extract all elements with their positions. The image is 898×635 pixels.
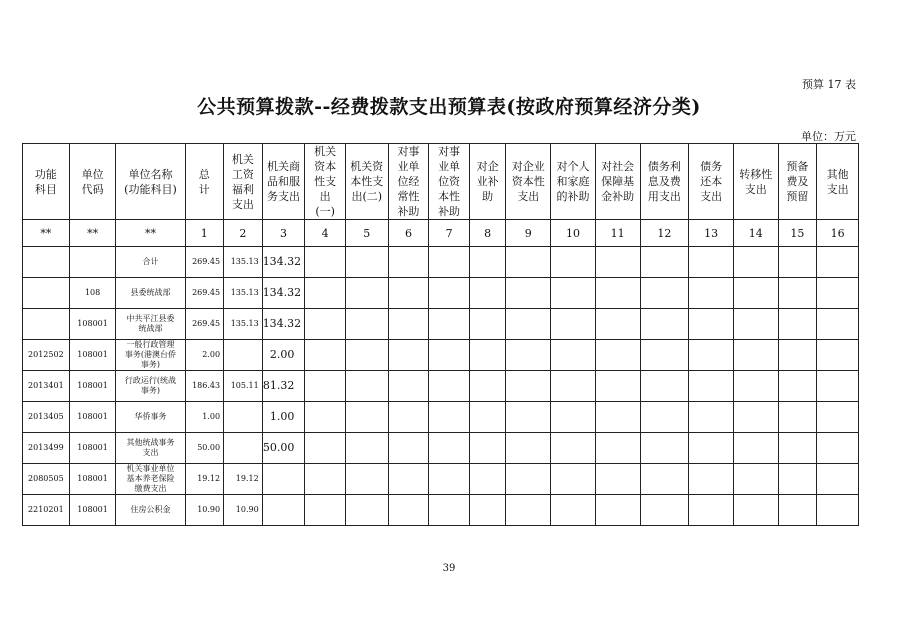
unit-code-cell: 108001: [69, 309, 116, 340]
goods-services-cell: [262, 495, 305, 526]
empty-cell: [429, 247, 470, 278]
empty-cell: [733, 309, 778, 340]
empty-cell: [595, 402, 640, 433]
empty-cell: [345, 464, 388, 495]
wages-cell: 135.13: [224, 278, 263, 309]
empty-cell: [595, 340, 640, 371]
wages-cell: 105.11: [224, 371, 263, 402]
column-header: 对事 业单 位经 常性 补助: [388, 144, 429, 220]
empty-cell: [469, 278, 506, 309]
unit-name-cell: 住房公积金: [116, 495, 185, 526]
function-code-cell: [23, 309, 70, 340]
column-index: 15: [778, 220, 817, 247]
empty-cell: [640, 433, 689, 464]
empty-cell: [345, 309, 388, 340]
goods-services-cell: 134.32: [262, 247, 305, 278]
goods-services-cell: 134.32: [262, 278, 305, 309]
empty-cell: [817, 278, 859, 309]
total-cell: 269.45: [185, 247, 224, 278]
empty-cell: [640, 247, 689, 278]
wages-cell: 19.12: [224, 464, 263, 495]
wages-cell: [224, 402, 263, 433]
page-title: 公共预算拨款--经费拨款支出预算表(按政府预算经济分类): [197, 96, 701, 118]
unit-name-cell: 县委统战部: [116, 278, 185, 309]
column-header: 功能 科目: [23, 144, 70, 220]
unit-name-cell: 其他统战事务 支出: [116, 433, 185, 464]
page-number: 39: [442, 563, 456, 574]
column-index: 8: [469, 220, 506, 247]
empty-cell: [305, 371, 346, 402]
empty-cell: [345, 247, 388, 278]
wages-cell: [224, 340, 263, 371]
empty-cell: [388, 402, 429, 433]
column-header: 机关 工资 福利 支出: [224, 144, 263, 220]
empty-cell: [817, 371, 859, 402]
unit-code-cell: [69, 247, 116, 278]
column-header: 单位 代码: [69, 144, 116, 220]
empty-cell: [733, 247, 778, 278]
empty-cell: [640, 340, 689, 371]
column-header: 对企业 资本性 支出: [506, 144, 551, 220]
empty-cell: [595, 278, 640, 309]
table-row: [23, 309, 859, 340]
empty-cell: [595, 433, 640, 464]
unit-name-cell: 中共平江县委 统战部: [116, 309, 185, 340]
index-row: [23, 220, 859, 247]
column-header: 总 计: [185, 144, 224, 220]
empty-cell: [506, 371, 551, 402]
column-index: 3: [262, 220, 305, 247]
empty-cell: [733, 278, 778, 309]
unit-code-cell: 108001: [69, 433, 116, 464]
column-index: 14: [733, 220, 778, 247]
empty-cell: [733, 402, 778, 433]
empty-cell: [778, 371, 817, 402]
empty-cell: [640, 495, 689, 526]
wages-cell: 10.90: [224, 495, 263, 526]
empty-cell: [469, 247, 506, 278]
unit-code-cell: 108001: [69, 402, 116, 433]
column-index: **: [116, 220, 185, 247]
wages-cell: 135.13: [224, 309, 263, 340]
empty-cell: [506, 495, 551, 526]
column-header: 债务利 息及费 用支出: [640, 144, 689, 220]
empty-cell: [733, 464, 778, 495]
empty-cell: [640, 278, 689, 309]
empty-cell: [640, 464, 689, 495]
empty-cell: [689, 464, 734, 495]
column-index: 16: [817, 220, 859, 247]
empty-cell: [305, 309, 346, 340]
empty-cell: [640, 309, 689, 340]
empty-cell: [429, 340, 470, 371]
wages-cell: 135.13: [224, 247, 263, 278]
empty-cell: [429, 309, 470, 340]
empty-cell: [817, 340, 859, 371]
empty-cell: [305, 278, 346, 309]
empty-cell: [388, 309, 429, 340]
function-code-cell: 2012502: [23, 340, 70, 371]
column-index: 9: [506, 220, 551, 247]
empty-cell: [551, 402, 596, 433]
empty-cell: [305, 247, 346, 278]
table-row: [23, 278, 859, 309]
empty-cell: [689, 495, 734, 526]
empty-cell: [551, 495, 596, 526]
table-reference-label: 预算 17 表: [802, 78, 856, 91]
empty-cell: [778, 278, 817, 309]
header-row: [23, 144, 859, 220]
empty-cell: [595, 371, 640, 402]
goods-services-cell: 1.00: [262, 402, 305, 433]
empty-cell: [733, 433, 778, 464]
unit-code-cell: 108001: [69, 371, 116, 402]
empty-cell: [388, 247, 429, 278]
empty-cell: [506, 433, 551, 464]
function-code-cell: 2013401: [23, 371, 70, 402]
empty-cell: [733, 371, 778, 402]
empty-cell: [595, 495, 640, 526]
empty-cell: [469, 371, 506, 402]
empty-cell: [305, 464, 346, 495]
empty-cell: [506, 247, 551, 278]
total-cell: 2.00: [185, 340, 224, 371]
empty-cell: [469, 464, 506, 495]
empty-cell: [817, 309, 859, 340]
goods-services-cell: 50.00: [262, 433, 305, 464]
unit-name-cell: 一般行政管理 事务(港澳台侨 事务): [116, 340, 185, 371]
total-cell: 269.45: [185, 278, 224, 309]
column-header: 预备 费及 预留: [778, 144, 817, 220]
empty-cell: [506, 309, 551, 340]
total-cell: 1.00: [185, 402, 224, 433]
empty-cell: [689, 309, 734, 340]
column-index: 11: [595, 220, 640, 247]
function-code-cell: 2013405: [23, 402, 70, 433]
table-row: [23, 371, 859, 402]
empty-cell: [388, 495, 429, 526]
empty-cell: [429, 278, 470, 309]
column-index: 7: [429, 220, 470, 247]
empty-cell: [689, 247, 734, 278]
empty-cell: [429, 495, 470, 526]
empty-cell: [778, 309, 817, 340]
column-index: **: [23, 220, 70, 247]
empty-cell: [345, 402, 388, 433]
empty-cell: [817, 495, 859, 526]
empty-cell: [551, 433, 596, 464]
unit-code-cell: 108001: [69, 464, 116, 495]
empty-cell: [506, 464, 551, 495]
empty-cell: [778, 402, 817, 433]
function-code-cell: 2080505: [23, 464, 70, 495]
empty-cell: [551, 247, 596, 278]
empty-cell: [689, 278, 734, 309]
total-cell: 186.43: [185, 371, 224, 402]
column-header: 对事 业单 位资 本性 补助: [429, 144, 470, 220]
empty-cell: [345, 278, 388, 309]
function-code-cell: [23, 247, 70, 278]
column-index: 5: [345, 220, 388, 247]
column-header: 机关 资本 性支 出 (一): [305, 144, 346, 220]
column-header: 转移性 支出: [733, 144, 778, 220]
empty-cell: [640, 371, 689, 402]
empty-cell: [388, 433, 429, 464]
empty-cell: [506, 402, 551, 433]
empty-cell: [388, 340, 429, 371]
empty-cell: [551, 464, 596, 495]
empty-cell: [817, 247, 859, 278]
function-code-cell: [23, 278, 70, 309]
unit-code-cell: 108001: [69, 340, 116, 371]
empty-cell: [689, 433, 734, 464]
goods-services-cell: 134.32: [262, 309, 305, 340]
empty-cell: [817, 464, 859, 495]
empty-cell: [778, 433, 817, 464]
column-index: 4: [305, 220, 346, 247]
empty-cell: [388, 464, 429, 495]
empty-cell: [778, 495, 817, 526]
goods-services-cell: 81.32: [262, 371, 305, 402]
empty-cell: [345, 433, 388, 464]
empty-cell: [429, 464, 470, 495]
function-code-cell: 2210201: [23, 495, 70, 526]
budget-table: [22, 143, 859, 526]
empty-cell: [640, 402, 689, 433]
column-index: 1: [185, 220, 224, 247]
function-code-cell: 2013499: [23, 433, 70, 464]
column-header: 对个人 和家庭 的补助: [551, 144, 596, 220]
table-row: [23, 433, 859, 464]
empty-cell: [595, 247, 640, 278]
empty-cell: [305, 495, 346, 526]
goods-services-cell: [262, 464, 305, 495]
empty-cell: [817, 433, 859, 464]
column-index: 12: [640, 220, 689, 247]
empty-cell: [305, 340, 346, 371]
empty-cell: [429, 433, 470, 464]
unit-name-cell: 华侨事务: [116, 402, 185, 433]
empty-cell: [551, 309, 596, 340]
unit-name-cell: 机关事业单位 基本养老保险 缴费支出: [116, 464, 185, 495]
total-cell: 10.90: [185, 495, 224, 526]
column-header: 债务 还本 支出: [689, 144, 734, 220]
empty-cell: [469, 309, 506, 340]
empty-cell: [345, 371, 388, 402]
empty-cell: [345, 340, 388, 371]
empty-cell: [305, 433, 346, 464]
column-header: 其他 支出: [817, 144, 859, 220]
empty-cell: [429, 371, 470, 402]
empty-cell: [817, 402, 859, 433]
column-header: 单位名称 (功能科目): [116, 144, 185, 220]
empty-cell: [469, 433, 506, 464]
empty-cell: [345, 495, 388, 526]
empty-cell: [469, 402, 506, 433]
wages-cell: [224, 433, 263, 464]
unit-name-cell: 行政运行(统战 事务): [116, 371, 185, 402]
unit-label: 单位：万元: [801, 130, 856, 143]
unit-name-cell: 合计: [116, 247, 185, 278]
table-row: [23, 495, 859, 526]
column-index: 6: [388, 220, 429, 247]
column-index: 2: [224, 220, 263, 247]
empty-cell: [551, 278, 596, 309]
total-cell: 50.00: [185, 433, 224, 464]
table-row: [23, 247, 859, 278]
table-row: [23, 464, 859, 495]
empty-cell: [469, 340, 506, 371]
column-header: 对企 业补 助: [469, 144, 506, 220]
column-index: 10: [551, 220, 596, 247]
total-cell: 269.45: [185, 309, 224, 340]
total-cell: 19.12: [185, 464, 224, 495]
column-index: **: [69, 220, 116, 247]
empty-cell: [388, 371, 429, 402]
empty-cell: [551, 371, 596, 402]
empty-cell: [689, 402, 734, 433]
empty-cell: [733, 495, 778, 526]
empty-cell: [778, 340, 817, 371]
empty-cell: [595, 464, 640, 495]
column-header: 机关商 品和服 务支出: [262, 144, 305, 220]
table-row: [23, 402, 859, 433]
empty-cell: [689, 340, 734, 371]
empty-cell: [469, 495, 506, 526]
goods-services-cell: 2.00: [262, 340, 305, 371]
empty-cell: [429, 402, 470, 433]
empty-cell: [778, 464, 817, 495]
unit-code-cell: 108001: [69, 495, 116, 526]
column-header: 机关资 本性支 出(二): [345, 144, 388, 220]
empty-cell: [733, 340, 778, 371]
empty-cell: [305, 402, 346, 433]
column-index: 13: [689, 220, 734, 247]
unit-code-cell: 108: [69, 278, 116, 309]
empty-cell: [506, 340, 551, 371]
table-row: [23, 340, 859, 371]
empty-cell: [595, 309, 640, 340]
column-header: 对社会 保障基 金补助: [595, 144, 640, 220]
empty-cell: [551, 340, 596, 371]
empty-cell: [778, 247, 817, 278]
empty-cell: [689, 371, 734, 402]
empty-cell: [506, 278, 551, 309]
empty-cell: [388, 278, 429, 309]
